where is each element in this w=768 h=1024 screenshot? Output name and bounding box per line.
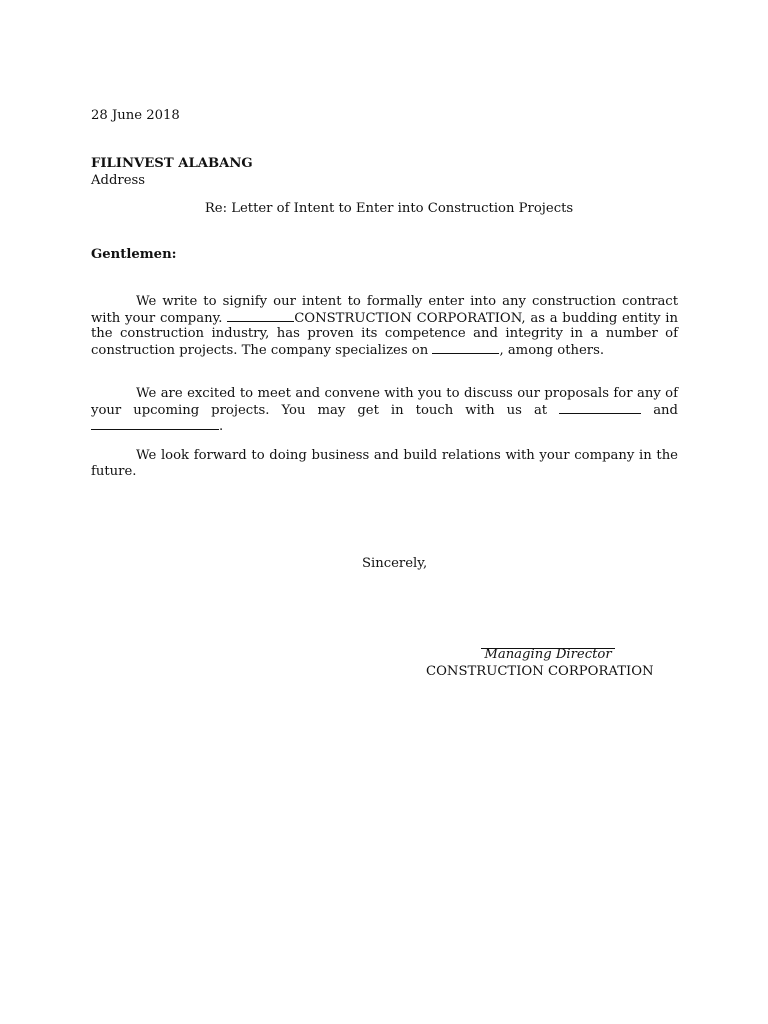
signer-organization: CONSTRUCTION CORPORATION xyxy=(426,664,654,679)
paragraph-1-part-c: , among others. xyxy=(499,342,605,358)
paragraph-2 xyxy=(91,386,678,435)
letter-subject: Re: Letter of Intent to Enter into Construction Projects xyxy=(204,201,574,216)
paragraph-2-part-c: . xyxy=(219,419,224,434)
paragraph-1 xyxy=(91,294,678,358)
recipient-block xyxy=(91,155,678,189)
recipient-name: FILINVEST ALABANG xyxy=(91,156,253,171)
letter-date: 28 June 2018 xyxy=(91,108,180,123)
paragraph-1-part-a: We write to signify our intent to formally enter into any construction contract with your company. xyxy=(91,294,678,326)
signer-title: Managing Director xyxy=(484,647,612,662)
paragraph-3: We look forward to doing business and build relations with your company in the future. xyxy=(91,448,678,479)
paragraph-1-part-b: CONSTRUCTION CORPORATION, as a budding entity in the construction industry, has proven its competence and integrity in a number of construction projects. The company specializes on xyxy=(91,310,678,358)
blank-contact-1 xyxy=(559,402,641,414)
blank-specialization xyxy=(432,342,499,354)
closing: Sincerely, xyxy=(362,556,428,571)
salutation: Gentlemen: xyxy=(91,247,177,262)
blank-company-name xyxy=(227,310,294,322)
paragraph-2-part-a: We are excited to meet and convene with you to discuss our proposals for any of your upcoming projects. You may get in touch with us at xyxy=(91,386,678,418)
paragraph-2-part-b: and xyxy=(641,402,678,418)
blank-contact-2 xyxy=(91,418,219,430)
recipient-address: Address xyxy=(91,173,146,188)
